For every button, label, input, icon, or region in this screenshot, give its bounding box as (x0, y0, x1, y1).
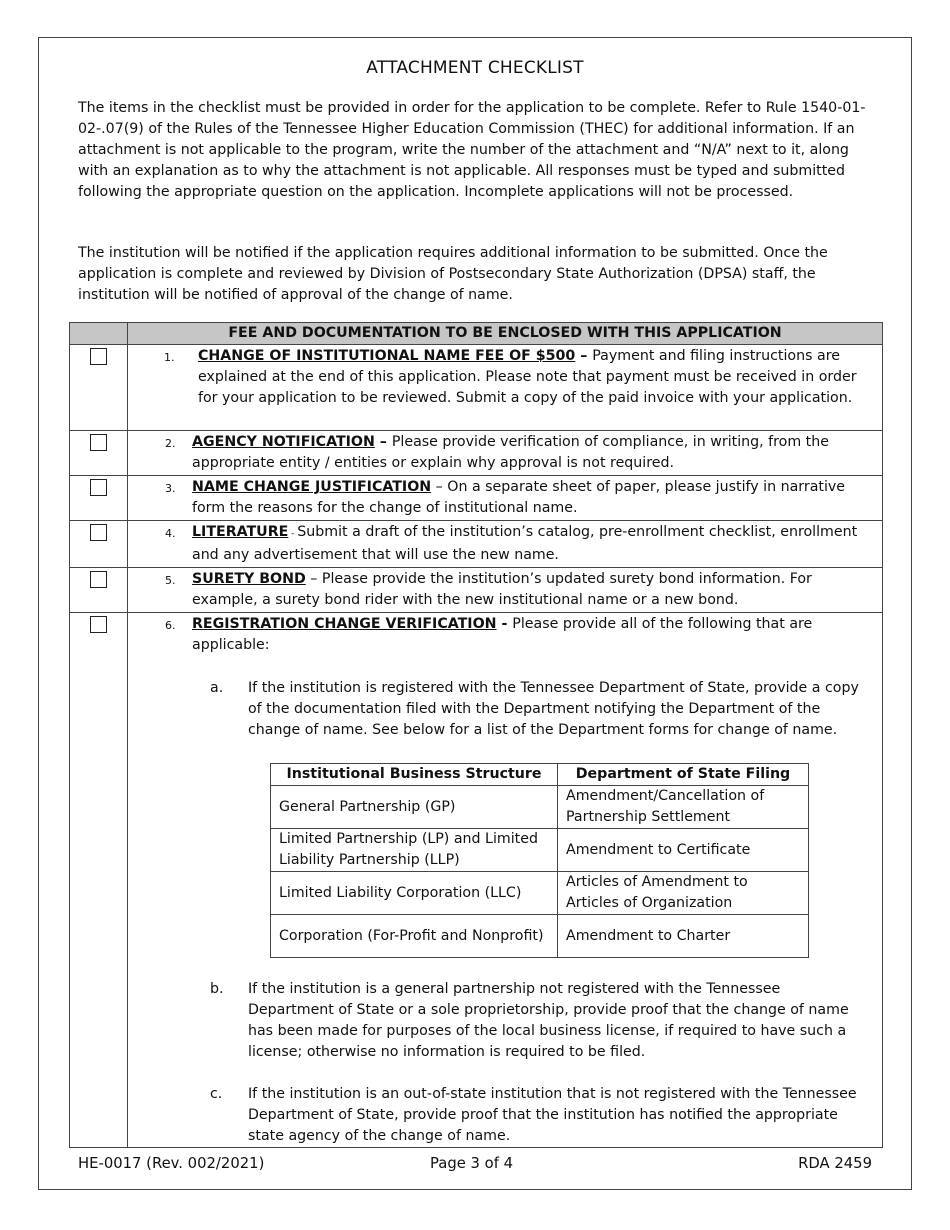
checklist-header: FEE AND DOCUMENTATION TO BE ENCLOSED WITH THIS APPLICATION (128, 323, 883, 345)
item-text: Please provide the institution’s updated surety bond information. For example, a surety bond rider with the new institutional name or a new bond. (192, 571, 812, 608)
checkbox-item-4[interactable] (90, 524, 107, 541)
table-cell: Amendment/Cancellation of Partnership Settlement (558, 786, 809, 829)
item-number: 5. (165, 574, 176, 587)
checkbox-item-5[interactable] (90, 571, 107, 588)
intro-paragraph-1: The items in the checklist must be provided in order for the application to be complete. Refer to Rule 1540-01-02-.07(9) of the Rules of the Tennessee Higher Education Commission (THEC) for additional information. If an attachment is not applicable to the program, write the number of the attachment and “N/A” next to it, along with an explanation as to why the attachment is not applicable. All responses must be typed and submitted following the appropriate question on the application. Incomplete applications will not be processed. (78, 100, 866, 200)
item-heading: SURETY BOND (192, 571, 306, 587)
table-row (271, 915, 809, 958)
checklist-item-5: 5. SURETY BOND – Please provide the institution’s updated surety bond information. For example, a surety bond rider with the new institutional name or a new bond. (165, 571, 812, 608)
intro-paragraph-2: The institution will be notified if the application requires additional information to be submitted. Once the application is complete and reviewed by Division of Postsecondary State Authorization (DPSA) staff, the institution will be notified of approval of the change of name. (78, 245, 828, 303)
table-cell: General Partnership (GP) (271, 786, 558, 829)
item-number: 4. (165, 527, 176, 540)
item-number: 1. (164, 351, 175, 364)
item-number: 3. (165, 482, 176, 495)
item-heading: NAME CHANGE JUSTIFICATION (192, 479, 432, 495)
item-heading: CHANGE OF INSTITUTIONAL NAME FEE OF $500 (198, 348, 576, 364)
sub-item-text: If the institution is a general partnership not registered with the Tennessee Department of State or a sole proprietorship, provide proof that the change of name has been made for purposes of the local business license, if required to have such a license; otherwise no information is required to be filed. (248, 981, 849, 1060)
checkbox-item-1[interactable] (90, 348, 107, 365)
checklist-item-3: 3. NAME CHANGE JUSTIFICATION – On a separate sheet of paper, please justify in narrative form the reasons for the change of institutional name. (165, 479, 846, 516)
item-text: Please provide all of the following that are applicable: (192, 616, 813, 653)
table-row (271, 829, 809, 872)
sub-item-text: If the institution is an out-of-state institution that is not registered with the Tennessee Department of State, provide proof that the institution has notified the appropriate state agency of the change of name. (248, 1086, 857, 1144)
item-text: Submit a draft of the institution’s catalog, pre-enrollment checklist, enrollment and any advertisement that will use the new name. (192, 524, 858, 563)
checklist-item-6: 6. REGISTRATION CHANGE VERIFICATION - Please provide all of the following that are applicable: (165, 616, 813, 653)
table-cell: Articles of Amendment to Articles of Organization (558, 872, 809, 915)
checklist-header-blank (70, 323, 128, 345)
checklist-item-1: 1. CHANGE OF INSTITUTIONAL NAME FEE OF $500 – Payment and filing instructions are explained at the end of this application. Please note that payment must be received in order for your application to be reviewed. Submit a copy of the paid invoice with your application. (164, 348, 857, 406)
rda-number: RDA 2459 (798, 1155, 872, 1172)
table-row (271, 786, 809, 829)
table-row (271, 872, 809, 915)
form-id: HE-0017 (Rev. 002/2021) (78, 1155, 265, 1172)
sub-item-text: If the institution is registered with the Tennessee Department of State, provide a copy of the documentation filed with the Department notifying the Department of the change of name. See below for a list of the Department forms for change of name. (248, 680, 859, 738)
sub-item-c (128, 1084, 882, 1147)
sub-item-letter: c. (210, 1086, 223, 1102)
item-heading: REGISTRATION CHANGE VERIFICATION (192, 616, 497, 632)
filing-table (270, 763, 809, 958)
checkbox-item-6[interactable] (90, 616, 107, 633)
item-text: Please provide verification of compliance, in writing, from the appropriate entity / entities or explain why approval is not required. (192, 434, 829, 471)
table-cell: Amendment to Charter (558, 915, 809, 958)
item-text: Payment and filing instructions are explained at the end of this application. Please note that payment must be received in order for your application to be reviewed. Submit a copy of the paid invoice with your application. (198, 348, 857, 406)
page-number: Page 3 of 4 (430, 1155, 514, 1172)
item-heading: LITERATURE (192, 524, 289, 540)
item-heading: AGENCY NOTIFICATION (192, 434, 375, 450)
checkbox-item-3[interactable] (90, 479, 107, 496)
table-cell: Limited Liability Corporation (LLC) (271, 872, 558, 915)
sub-item-b (128, 979, 882, 1063)
table-cell: Amendment to Certificate (558, 829, 809, 872)
sub-item-letter: a. (210, 680, 224, 696)
sub-item-letter: b. (210, 981, 224, 997)
item-number: 6. (165, 619, 176, 632)
filing-table-header-filing: Department of State Filing (558, 764, 809, 786)
checklist-table (69, 322, 883, 1148)
table-cell: Corporation (For-Profit and Nonprofit) (271, 915, 558, 958)
checklist-item-2: 2. AGENCY NOTIFICATION – Please provide verification of compliance, in writing, from the appropriate entity / entities or explain why approval is not required. (165, 434, 829, 471)
checklist-item-4: 4. LITERATURE - Submit a draft of the institution’s catalog, pre-enrollment checklist, enrollment and any advertisement that will use the new name. (165, 524, 858, 563)
checkbox-item-2[interactable] (90, 434, 107, 451)
item-number: 2. (165, 437, 176, 450)
filing-table-header-structure: Institutional Business Structure (271, 764, 558, 786)
sub-item-a (128, 678, 882, 741)
table-cell: Limited Partnership (LP) and Limited Liability Partnership (LLP) (271, 829, 558, 872)
page-title: ATTACHMENT CHECKLIST (366, 58, 584, 78)
item-text: On a separate sheet of paper, please justify in narrative form the reasons for the change of institutional name. (192, 479, 846, 516)
